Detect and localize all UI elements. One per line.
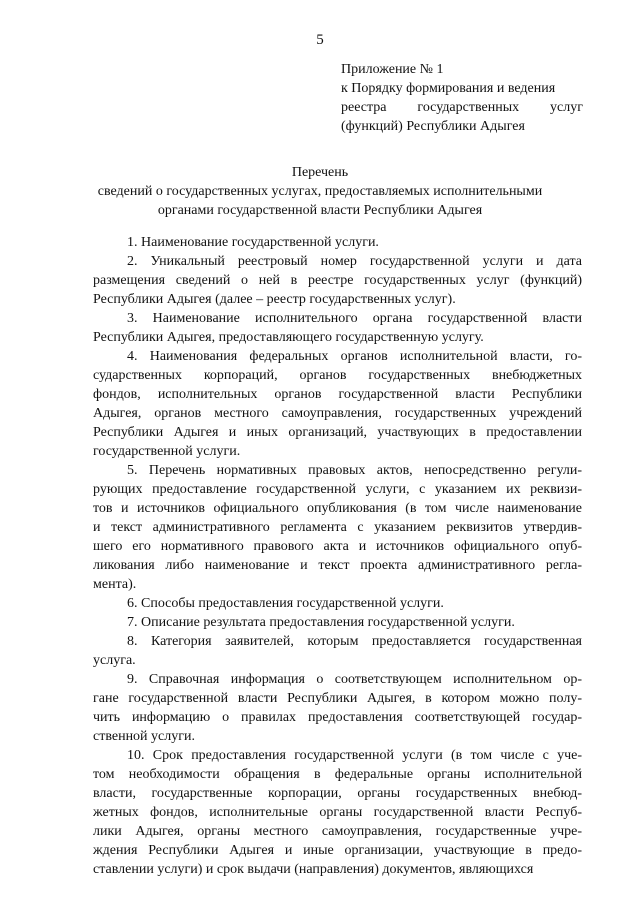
paragraph-line: ликования либо наименование и текст проекта административного регла- bbox=[93, 558, 582, 573]
appendix-line: Приложение № 1 bbox=[341, 62, 444, 77]
appendix-heading bbox=[341, 60, 583, 136]
paragraph-line: Республики Адыгея, предоставляющего государственную услугу. bbox=[93, 330, 484, 345]
paragraph-line: размещения сведений о ней в реестре государственных услуг (функций) bbox=[93, 273, 582, 288]
paragraph-line: рующих предоставление государственной услуги, с указанием их реквизи- bbox=[93, 482, 582, 497]
paragraph-line: ждения Республики Адыгея и иные организации, участвующие в предо- bbox=[93, 843, 582, 858]
paragraph-line: 4. Наименования федеральных органов исполнительной власти, го- bbox=[127, 349, 582, 364]
appendix-line: (функций) Республики Адыгея bbox=[341, 119, 525, 134]
paragraph-line: и текст административного регламента с указанием реквизитов утвердив- bbox=[93, 520, 582, 535]
paragraph-line: 9. Справочная информация о соответствующем исполнительном ор- bbox=[127, 672, 582, 687]
document-title bbox=[60, 163, 580, 220]
paragraph-line: 1. Наименование государственной услуги. bbox=[127, 235, 379, 250]
title-line: Перечень bbox=[291, 165, 349, 180]
list-item-paragraph bbox=[93, 746, 582, 879]
paragraph-line: Республики Адыгея и иных организаций, участвующих в предоставлении bbox=[93, 425, 582, 440]
list-item-paragraph bbox=[93, 309, 582, 347]
list-item-paragraph bbox=[93, 613, 582, 632]
paragraph-line: 5. Перечень нормативных правовых актов, непосредственно регули- bbox=[127, 463, 582, 478]
paragraph-line: ставлении услуги) и срок выдачи (направления) документов, являющихся bbox=[93, 862, 534, 877]
page-number: 5 bbox=[316, 32, 324, 48]
paragraph-line: чить информацию о правилах предоставления соответствующей государ- bbox=[93, 710, 582, 725]
paragraph-line: государственной услуги. bbox=[93, 444, 241, 459]
paragraph-line: шего его нормативного правового акта и источников официального опуб- bbox=[93, 539, 582, 554]
paragraph-line: ственной услуги. bbox=[93, 729, 195, 744]
paragraph-line: гане государственной власти Республики Адыгея, в котором можно полу- bbox=[93, 691, 582, 706]
paragraph-line: сударственных корпораций, органов государственных внебюджетных bbox=[93, 368, 582, 383]
document-body bbox=[93, 233, 582, 879]
paragraph-line: жетных фондов, исполнительные органы государственной власти Респуб- bbox=[93, 805, 582, 820]
paragraph-line: Республики Адыгея (далее – реестр государственных услуг). bbox=[93, 292, 456, 307]
paragraph-line: услуга. bbox=[93, 653, 136, 668]
paragraph-line: тов и источников официального опубликования (в том числе наименование bbox=[93, 501, 582, 516]
title-line: сведений о государственных услугах, предоставляемых исполнительными bbox=[97, 184, 543, 199]
paragraph-line: 6. Способы предоставления государственной услуги. bbox=[127, 596, 444, 611]
paragraph-line: том необходимости обращения в федеральные органы исполнительной bbox=[93, 767, 582, 782]
paragraph-line: 2. Уникальный реестровый номер государственной услуги и дата bbox=[127, 254, 582, 269]
list-item-paragraph bbox=[93, 594, 582, 613]
paragraph-line: мента). bbox=[93, 577, 137, 592]
paragraph-line: Адыгея, органов местного самоуправления, государственных учреждений bbox=[93, 406, 582, 421]
list-item-paragraph bbox=[93, 347, 582, 461]
paragraph-line: 10. Срок предоставления государственной услуги (в том числе с уче- bbox=[127, 748, 582, 763]
appendix-line: реестра государственных услуг bbox=[341, 100, 583, 115]
list-item-paragraph bbox=[93, 252, 582, 309]
paragraph-line: фондов, исполнительных органов государственной власти Республики bbox=[93, 387, 582, 402]
list-item-paragraph bbox=[93, 233, 582, 252]
list-item-paragraph bbox=[93, 632, 582, 670]
list-item-paragraph bbox=[93, 461, 582, 594]
appendix-line: к Порядку формирования и ведения bbox=[341, 81, 556, 96]
paragraph-line: 3. Наименование исполнительного органа государственной власти bbox=[127, 311, 582, 326]
list-item-paragraph bbox=[93, 670, 582, 746]
paragraph-line: власти, государственные корпорации, органы государственных внебюд- bbox=[93, 786, 582, 801]
paragraph-line: 7. Описание результата предоставления государственной услуги. bbox=[127, 615, 515, 630]
paragraph-line: лики Адыгея, органы местного самоуправления, государственные учре- bbox=[93, 824, 582, 839]
title-line: органами государственной власти Республики Адыгея bbox=[157, 203, 483, 218]
paragraph-line: 8. Категория заявителей, которым предоставляется государственная bbox=[127, 634, 582, 649]
